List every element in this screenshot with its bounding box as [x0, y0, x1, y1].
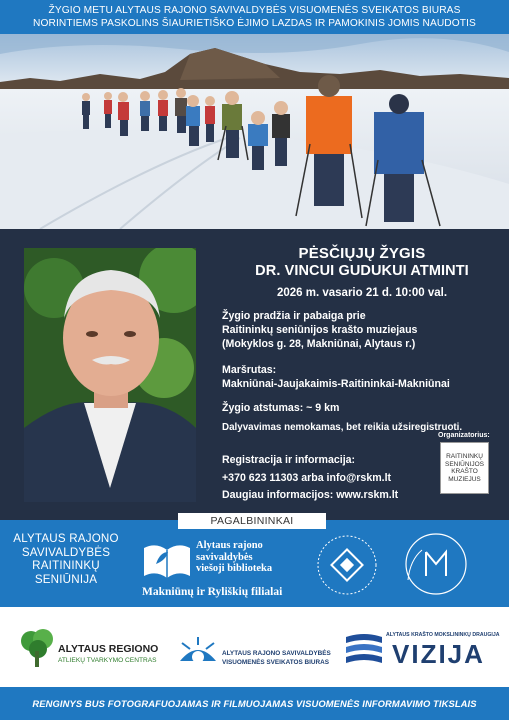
culture-center-logo — [316, 534, 378, 596]
event-info-section — [0, 229, 509, 520]
organizer-logo — [440, 442, 489, 494]
header-line-2: NORINTIEMS PASKOLINS ŠIAURIETIŠKO ĖJIMO LAZDAS IR PAMOKINIS JOMIS NAUDOTIS — [33, 18, 476, 29]
library-line-3: viešoji biblioteka — [196, 563, 273, 574]
library-line-1: Alytaus rajono — [196, 540, 263, 551]
library-book-icon — [142, 538, 192, 580]
event-title: PĖSČIŲJŲ ŽYGIS — [298, 245, 426, 262]
sponsors-section — [0, 607, 509, 687]
health-bureau-icon — [176, 633, 220, 669]
winter-scene-image — [0, 34, 509, 229]
waste-center-sub: ATLIEKŲ TVARKYMO CENTRAS — [58, 657, 157, 664]
vizija-society-name: ALYTAUS KRAŠTO MOKSLININKŲ DRAUGIJA — [386, 632, 500, 638]
organizer-label: Organizatorius: — [438, 432, 490, 439]
portrait-photo — [24, 248, 196, 502]
route-label: Maršrutas: — [222, 364, 277, 376]
library-line-2: savivaldybės — [196, 551, 253, 563]
waste-center-name: ALYTAUS REGIONO — [58, 643, 159, 655]
partners-title: PAGALBININKAI — [178, 513, 326, 529]
distance-text: Žygio atstumas: ~ 9 km — [222, 402, 340, 414]
start-line-2: Raitininkų seniūnijos krašto muziejaus — [222, 324, 418, 336]
header-line-1: ŽYGIO METU ALYTAUS RAJONO SAVIVALDYBĖS VISUOMENĖS SVEIKATOS BIURAS — [48, 5, 461, 16]
organizer-name: RAITININKŲ SENIŪNIJOS KRAŠTO MUZIEJUS — [444, 453, 484, 483]
start-line-3: (Mokyklos g. 28, Makniūnai, Alytaus r.) — [222, 338, 416, 350]
vizija-logo-icon — [344, 631, 384, 669]
health-bureau-line-2: VISUOMENĖS SVEIKATOS BIURAS — [222, 659, 330, 666]
event-date: 2026 m. vasario 21 d. 10:00 val. — [276, 287, 448, 299]
partners-section — [0, 520, 509, 607]
waste-center-tree-icon — [18, 627, 56, 669]
footer-notice: RENGINYS BUS FOTOGRAFUOJAMAS IR FILMUOJAMAS VISUOMENĖS INFORMAVIMO TIKSLAIS — [0, 687, 509, 720]
header-banner — [0, 0, 509, 34]
portrait-image — [24, 248, 196, 502]
seniunija-name: ALYTAUS RAJONO SAVIVALDYBĖS RAITININKŲ SENIŪNIJA — [13, 532, 119, 586]
library-name — [196, 540, 272, 575]
more-info-link[interactable]: Daugiau informacijos: www.rskm.lt — [222, 489, 399, 501]
registration-label: Registracija ir informacija: — [222, 454, 356, 466]
registration-contact[interactable]: +370 623 11303 arba info@rskm.lt — [222, 472, 392, 484]
vizija-title: VIZIJA — [392, 639, 485, 669]
health-bureau-line-1: ALYTAUS RAJONO SAVIVALDYBĖS — [222, 650, 331, 657]
winter-walk-photo — [0, 34, 509, 229]
event-subtitle: DR. VINCUI GUDUKUI ATMINTI — [255, 263, 469, 279]
museum-logo — [396, 530, 476, 600]
participation-text: Dalyvavimas nemokamas, bet reikia užsiregistruoti. — [222, 422, 463, 433]
start-line-1: Žygio pradžia ir pabaiga prie — [222, 310, 366, 322]
library-filial: Makniūnų ir Ryliškių filialai — [142, 586, 283, 598]
route-text: Makniūnai-Jaujakaimis-Raitininkai-Makniūnai — [222, 378, 450, 390]
